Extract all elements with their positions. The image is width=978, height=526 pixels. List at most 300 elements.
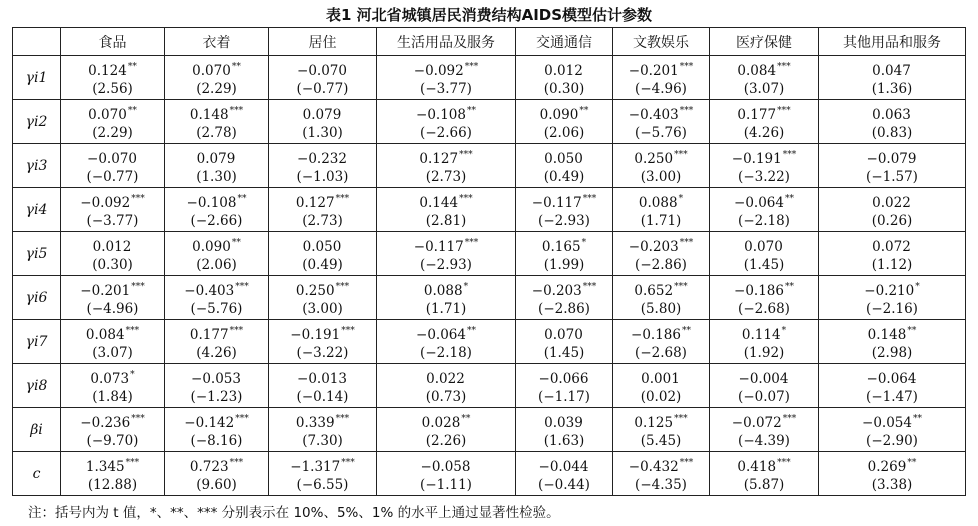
t-value: (−2.86) (538, 300, 590, 317)
coefficient-value: −0.054 (862, 414, 912, 431)
t-value: (12.88) (87, 476, 138, 493)
table-cell (819, 320, 966, 364)
table-row (13, 56, 966, 100)
table-cell (165, 364, 269, 408)
table-cell (165, 408, 269, 452)
significance-stars: *** (235, 281, 249, 292)
column-header: 食品 (61, 28, 165, 56)
significance-stars: * (581, 237, 587, 248)
coefficient-value: −0.201 (80, 282, 131, 299)
t-value: (1.63) (543, 432, 585, 449)
coefficient-value: 0.088 (638, 194, 678, 211)
significance-stars: *** (335, 193, 350, 204)
table-title: 表1 河北省城镇居民消费结构AIDS模型估计参数 (325, 6, 653, 24)
coefficient (613, 278, 709, 300)
coefficient-value: 0.022 (426, 370, 465, 387)
significance-stars: *** (125, 325, 140, 336)
coefficient (710, 322, 818, 344)
table-row (13, 232, 966, 276)
row-label: γi5 (13, 232, 61, 276)
table-cell (269, 452, 377, 496)
coefficient-value: −0.201 (628, 62, 679, 79)
table-row (13, 144, 966, 188)
coefficient-value: −0.013 (297, 370, 347, 387)
column-header: 生活用品及服务 (377, 28, 516, 56)
corner-cell (13, 28, 61, 56)
coefficient-value: 0.073 (90, 370, 130, 387)
table-cell (377, 320, 516, 364)
coefficient (516, 278, 612, 300)
significance-stars: *** (335, 281, 350, 292)
table-cell (269, 364, 377, 408)
significance-stars: ** (784, 193, 794, 204)
coefficient-value: 0.114 (741, 326, 781, 343)
t-value: (2.73) (302, 212, 343, 229)
coefficient (377, 146, 515, 168)
t-value: (−4.39) (738, 432, 790, 449)
table-cell (710, 144, 819, 188)
t-value: (0.30) (92, 256, 133, 273)
significance-stars: *** (459, 193, 473, 204)
t-value: (2.06) (543, 124, 585, 141)
coefficient (165, 234, 268, 256)
coefficient (377, 366, 515, 388)
t-value: (0.73) (425, 388, 467, 405)
coefficient-value: 1.345 (85, 458, 125, 475)
row-label: γi4 (13, 188, 61, 232)
coefficient-value: −0.079 (866, 150, 917, 167)
coefficient (516, 102, 612, 124)
table-cell (819, 364, 966, 408)
t-value: (3.00) (302, 300, 343, 317)
significance-stars: ** (127, 105, 137, 116)
table-cell (819, 276, 966, 320)
table-cell (377, 232, 516, 276)
coefficient (710, 278, 818, 300)
coefficient-value: 0.028 (421, 414, 461, 431)
coefficient-value: −0.403 (184, 282, 235, 299)
coefficient (269, 410, 376, 432)
coefficient-value: 0.022 (872, 194, 911, 211)
significance-stars: *** (674, 413, 688, 424)
table-cell (377, 276, 516, 320)
parameter-table (12, 27, 966, 496)
coefficient-value: 0.047 (872, 62, 911, 79)
coefficient (613, 146, 709, 168)
t-value: (1.84) (92, 388, 133, 405)
significance-stars: *** (582, 281, 597, 292)
table-cell (613, 232, 710, 276)
coefficient (61, 234, 164, 256)
significance-stars: *** (782, 413, 797, 424)
coefficient (819, 322, 965, 344)
t-value: (−3.22) (296, 344, 349, 361)
significance-stars: ** (231, 237, 241, 248)
coefficient (61, 410, 164, 432)
t-value: (5.87) (743, 476, 785, 493)
t-value: (0.02) (640, 388, 682, 405)
table-cell (377, 188, 516, 232)
table-cell (613, 144, 710, 188)
coefficient-value: 0.070 (192, 62, 231, 79)
coefficient-value: 0.165 (541, 238, 581, 255)
table-cell (613, 100, 710, 144)
t-value: (5.45) (640, 432, 682, 449)
table-cell (613, 320, 710, 364)
table-cell (516, 364, 613, 408)
coefficient-value: 0.250 (295, 282, 335, 299)
coefficient (516, 146, 612, 168)
significance-stars: *** (679, 237, 694, 248)
row-label: γi7 (13, 320, 61, 364)
table-cell (710, 408, 819, 452)
t-value: (−3.77) (420, 80, 472, 97)
table-cell (516, 276, 613, 320)
table-cell (377, 100, 516, 144)
table-cell (377, 144, 516, 188)
coefficient-value: −0.070 (297, 62, 347, 79)
coefficient (613, 58, 709, 80)
t-value: (4.26) (743, 124, 785, 141)
significance-stars: *** (674, 149, 688, 160)
t-value: (2.73) (425, 168, 467, 185)
table-cell (516, 144, 613, 188)
t-value: (0.30) (543, 80, 585, 97)
coefficient-value: −0.108 (416, 106, 466, 123)
column-header: 交通通信 (516, 28, 613, 56)
t-value: (5.80) (640, 300, 682, 317)
coefficient-value: 0.070 (544, 326, 583, 343)
table-cell (377, 364, 516, 408)
coefficient (819, 146, 965, 168)
table-cell (165, 188, 269, 232)
significance-stars: ** (907, 325, 917, 336)
coefficient (613, 190, 709, 212)
table-cell (819, 232, 966, 276)
significance-stars: * (781, 325, 787, 336)
t-value: (2.29) (196, 80, 237, 97)
coefficient-value: −0.072 (731, 414, 782, 431)
coefficient (516, 234, 612, 256)
coefficient (516, 58, 612, 80)
t-value: (2.56) (92, 80, 133, 97)
coefficient (819, 58, 965, 80)
coefficient (710, 366, 818, 388)
coefficient (377, 102, 515, 124)
table-cell (819, 188, 966, 232)
table-cell (710, 276, 819, 320)
t-value: (2.06) (196, 256, 237, 273)
row-label: c (13, 452, 61, 496)
coefficient (516, 366, 612, 388)
column-header: 其他用品和服务 (819, 28, 966, 56)
coefficient-value: 0.012 (544, 62, 583, 79)
coefficient-value: −0.432 (628, 458, 679, 475)
column-header: 医疗保健 (710, 28, 819, 56)
t-value: (−2.90) (866, 432, 918, 449)
coefficient (613, 322, 709, 344)
column-header: 居住 (269, 28, 377, 56)
coefficient (61, 278, 164, 300)
significance-stars: *** (777, 457, 791, 468)
t-value: (3.00) (640, 168, 682, 185)
table-row (13, 276, 966, 320)
table-cell (613, 408, 710, 452)
significance-stars: * (130, 369, 135, 380)
t-value: (−1.57) (866, 168, 918, 185)
t-value: (−2.86) (635, 256, 687, 273)
coefficient (165, 454, 268, 476)
coefficient-value: −0.203 (628, 238, 679, 255)
table-cell (61, 276, 165, 320)
t-value: (2.29) (92, 124, 133, 141)
coefficient (613, 102, 709, 124)
significance-stars: * (463, 281, 469, 292)
t-value: (−1.23) (190, 388, 243, 405)
coefficient-value: −0.064 (866, 370, 917, 387)
t-value: (−6.55) (296, 476, 349, 493)
significance-stars: ** (784, 281, 794, 292)
t-value: (−4.96) (86, 300, 139, 317)
coefficient-value: 0.269 (867, 458, 907, 475)
table-cell (165, 232, 269, 276)
coefficient (377, 234, 515, 256)
coefficient-value: −0.108 (186, 194, 237, 211)
table-cell (165, 320, 269, 364)
significance-stars: ** (907, 457, 917, 468)
t-value: (−2.93) (538, 212, 590, 229)
t-value: (−1.47) (866, 388, 918, 405)
coefficient-value: 0.070 (744, 238, 783, 255)
table-cell (61, 232, 165, 276)
table-cell (269, 56, 377, 100)
significance-stars: ** (231, 61, 241, 72)
t-value: (1.45) (543, 344, 585, 361)
significance-stars: *** (459, 149, 473, 160)
row-label: γi2 (13, 100, 61, 144)
t-value: (−2.18) (738, 212, 790, 229)
coefficient (61, 366, 164, 388)
table-row (13, 188, 966, 232)
coefficient-value: 0.418 (737, 458, 777, 475)
significance-stars: *** (235, 413, 249, 424)
coefficient (710, 454, 818, 476)
coefficient-value: −1.317 (290, 458, 341, 475)
table-cell (61, 452, 165, 496)
table-cell (710, 232, 819, 276)
coefficient (269, 366, 376, 388)
t-value: (−4.96) (635, 80, 687, 97)
coefficient (165, 102, 268, 124)
coefficient (61, 322, 164, 344)
table-cell (613, 56, 710, 100)
coefficient-value: −0.186 (734, 282, 784, 299)
t-value: (−5.76) (190, 300, 243, 317)
coefficient-value: −0.191 (731, 150, 782, 167)
table-cell (165, 56, 269, 100)
coefficient-value: −0.117 (531, 194, 582, 211)
table-cell (819, 100, 966, 144)
table-cell (269, 100, 377, 144)
table-row (13, 452, 966, 496)
coefficient-value: 0.125 (634, 414, 674, 431)
t-value: (0.49) (543, 168, 585, 185)
t-value: (2.98) (871, 344, 913, 361)
coefficient (710, 410, 818, 432)
table-cell (61, 56, 165, 100)
row-label: γi3 (13, 144, 61, 188)
table-cell (165, 144, 269, 188)
coefficient (165, 278, 268, 300)
significance-stars: *** (464, 237, 479, 248)
table-cell (516, 320, 613, 364)
coefficient-value: 0.652 (634, 282, 674, 299)
column-header: 文教娱乐 (613, 28, 710, 56)
coefficient-value: 0.090 (192, 238, 231, 255)
table-cell (61, 408, 165, 452)
significance-stars: *** (131, 193, 145, 204)
coefficient-value: −0.070 (87, 150, 137, 167)
coefficient-value: 0.250 (634, 150, 674, 167)
t-value: (−2.66) (420, 124, 472, 141)
t-value: (−2.68) (738, 300, 790, 317)
coefficient (165, 58, 268, 80)
table-cell (819, 452, 966, 496)
row-label: γi6 (13, 276, 61, 320)
coefficient (269, 58, 376, 80)
coefficient (710, 190, 818, 212)
coefficient-value: −0.203 (531, 282, 582, 299)
t-value: (1.45) (743, 256, 785, 273)
row-label: γi8 (13, 364, 61, 408)
coefficient-value: 0.124 (88, 62, 127, 79)
coefficient-value: −0.064 (734, 194, 784, 211)
table-cell (269, 408, 377, 452)
significance-stars: *** (782, 149, 797, 160)
coefficient-value: −0.142 (184, 414, 235, 431)
coefficient (377, 410, 515, 432)
table-cell (61, 364, 165, 408)
coefficient (613, 366, 709, 388)
significance-stars: ** (461, 413, 471, 424)
coefficient-value: 0.012 (92, 238, 132, 255)
t-value: (7.30) (302, 432, 343, 449)
t-value: (0.49) (302, 256, 343, 273)
t-value: (−5.76) (635, 124, 687, 141)
coefficient-value: 0.088 (423, 282, 463, 299)
significance-stars: ** (127, 61, 137, 72)
table-cell (613, 452, 710, 496)
coefficient-value: 0.148 (189, 106, 229, 123)
table-cell (269, 144, 377, 188)
table-row (13, 364, 966, 408)
t-value: (3.07) (743, 80, 785, 97)
coefficient (819, 234, 965, 256)
t-value: (3.38) (871, 476, 913, 493)
table-cell (165, 276, 269, 320)
table-cell (377, 56, 516, 100)
table-cell (613, 276, 710, 320)
row-label: βi (13, 408, 61, 452)
significance-stars: *** (229, 457, 244, 468)
significance-stars: *** (464, 61, 479, 72)
coefficient (269, 234, 376, 256)
t-value: (3.07) (92, 344, 133, 361)
t-value: (2.78) (196, 124, 237, 141)
significance-stars: ** (466, 105, 476, 116)
coefficient-value: −0.232 (297, 150, 347, 167)
t-value: (0.83) (871, 124, 913, 141)
t-value: (4.26) (196, 344, 237, 361)
t-value: (−1.03) (296, 168, 349, 185)
t-value: (−0.77) (86, 168, 139, 185)
coefficient (377, 454, 515, 476)
significance-stars: * (678, 193, 684, 204)
significance-stars: *** (229, 105, 244, 116)
significance-stars: *** (341, 457, 355, 468)
coefficient (165, 410, 268, 432)
t-value: (−2.93) (420, 256, 472, 273)
table-cell (710, 364, 819, 408)
coefficient-value: −0.044 (538, 458, 589, 475)
significance-stars: ** (466, 325, 476, 336)
table-cell (710, 320, 819, 364)
coefficient (819, 278, 965, 300)
t-value: (1.71) (640, 212, 682, 229)
coefficient-value: −0.092 (80, 194, 131, 211)
coefficient-value: 0.177 (737, 106, 777, 123)
t-value: (2.26) (425, 432, 467, 449)
t-value: (0.26) (871, 212, 913, 229)
table-row (13, 320, 966, 364)
t-value: (−8.16) (190, 432, 243, 449)
coefficient (613, 234, 709, 256)
significance-stars: *** (341, 325, 355, 336)
coefficient (710, 234, 818, 256)
coefficient (269, 146, 376, 168)
coefficient (613, 410, 709, 432)
table-cell (819, 144, 966, 188)
coefficient-value: 0.148 (867, 326, 907, 343)
t-value: (−2.68) (635, 344, 687, 361)
t-value: (1.99) (543, 256, 585, 273)
table-cell (710, 100, 819, 144)
column-header: 衣着 (165, 28, 269, 56)
t-value: (1.12) (871, 256, 913, 273)
coefficient-value: 0.177 (189, 326, 229, 343)
coefficient (613, 454, 709, 476)
significance-stars: ** (912, 413, 922, 424)
t-value: (−2.66) (190, 212, 243, 229)
significance-stars: ** (681, 325, 691, 336)
t-value: (−3.77) (86, 212, 139, 229)
t-value: (−3.22) (738, 168, 790, 185)
coefficient (269, 454, 376, 476)
coefficient-value: −0.004 (738, 370, 789, 387)
significance-stars: *** (679, 61, 694, 72)
coefficient-value: 0.079 (302, 106, 342, 123)
t-value: (1.30) (302, 124, 343, 141)
coefficient (165, 366, 268, 388)
t-value: (9.60) (196, 476, 237, 493)
table-cell (710, 188, 819, 232)
coefficient (710, 58, 818, 80)
significance-stars: ** (237, 193, 247, 204)
coefficient (165, 322, 268, 344)
t-value: (−9.70) (86, 432, 139, 449)
coefficient (61, 190, 164, 212)
row-label: γi1 (13, 56, 61, 100)
